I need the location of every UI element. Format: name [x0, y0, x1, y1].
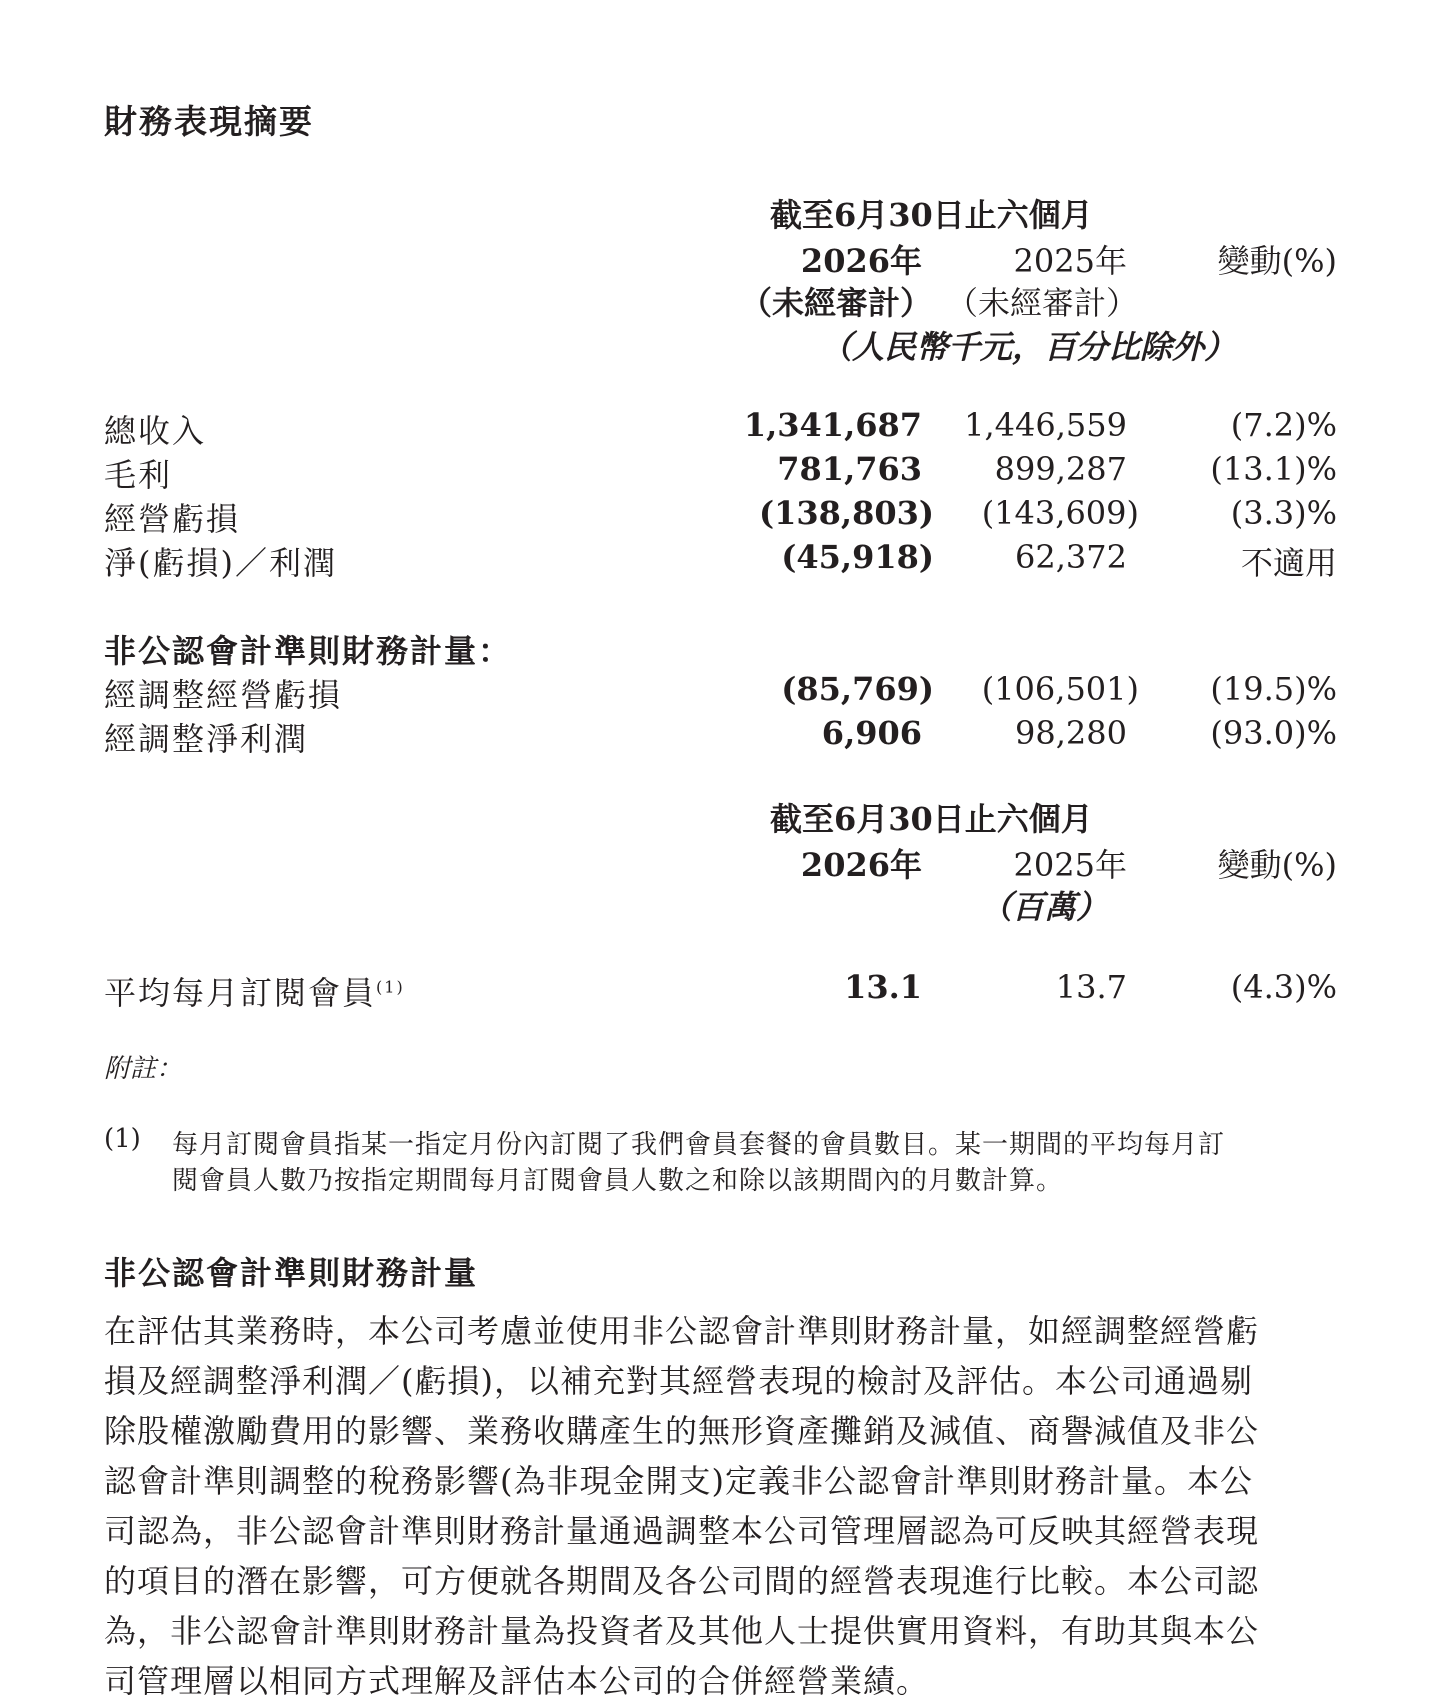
- col-header-2026: 2026年: [800, 242, 922, 280]
- paragraph-line: 司管理層以相同方式理解及評估本公司的合併經營業績。: [104, 1662, 930, 1700]
- value-2026: 13.1: [844, 968, 922, 1006]
- col-header-change: 變動(%): [1217, 242, 1337, 280]
- unit-label: （人民幣千元，百分比除外）: [820, 328, 1237, 366]
- paragraph-line: 認會計準則調整的稅務影響(為非現金開支)定義非公認會計準則財務計量。本公: [104, 1462, 1253, 1500]
- row-label-total-revenue: 總收入: [104, 412, 207, 450]
- row-label-operating-loss: 經營虧損: [104, 500, 241, 538]
- value-2026: (138,803): [758, 494, 934, 532]
- row-label-avg-monthly-subscribers: 平均每月訂閱會員$^{(1)}$: [104, 974, 405, 1012]
- value-change: (7.2)%: [1230, 406, 1337, 444]
- paragraph-line: 為，非公認會計準則財務計量為投資者及其他人士提供實用資料，有助其與本公: [104, 1612, 1260, 1650]
- row-label-net-loss-profit: 淨(虧損)／利潤: [104, 544, 337, 582]
- value-2025: 62,372: [1015, 538, 1127, 576]
- value-2025: 98,280: [1015, 714, 1127, 752]
- value-change: 不適用: [1240, 544, 1337, 582]
- value-2025: 899,287: [994, 450, 1127, 488]
- footnote-ref: (1): [376, 977, 405, 997]
- col-header-2026: 2026年: [800, 846, 922, 884]
- value-change: (13.1)%: [1210, 450, 1337, 488]
- col-header-change: 變動(%): [1217, 846, 1337, 884]
- audit-label-2025: （未經審計）: [946, 284, 1139, 322]
- note-marker: (1): [104, 1124, 141, 1154]
- paragraph-line: 的項目的潛在影響，可方便就各期間及各公司間的經營表現進行比較。本公司認: [104, 1562, 1260, 1600]
- paragraph-line: 在評估其業務時，本公司考慮並使用非公認會計準則財務計量，如經調整經營虧: [104, 1312, 1260, 1350]
- value-2026: 781,763: [777, 450, 922, 488]
- paragraph-line: 除股權激勵費用的影響、業務收購產生的無形資產攤銷及減值、商譽減值及非公: [104, 1412, 1260, 1450]
- page-title: 財務表現摘要: [104, 102, 314, 141]
- audit-label-2026: （未經審計）: [740, 284, 933, 322]
- col-header-2025: 2025年: [1013, 846, 1127, 884]
- row-label-gross-profit: 毛利: [104, 456, 173, 494]
- section-heading: 非公認會計準則財務計量: [104, 1254, 479, 1292]
- unit-label: （百萬）: [980, 888, 1109, 926]
- value-change: (93.0)%: [1210, 714, 1337, 752]
- value-2026: (85,769): [781, 670, 934, 708]
- col-header-2025: 2025年: [1013, 242, 1127, 280]
- period-header: 截至6月30日止六個月: [770, 800, 1093, 838]
- row-label-adjusted-operating-loss: 經調整經營虧損: [104, 676, 343, 714]
- paragraph-line: 司認為，非公認會計準則財務計量通過調整本公司管理層認為可反映其經營表現: [104, 1512, 1260, 1550]
- value-2025: (106,501): [981, 670, 1139, 708]
- value-change: (3.3)%: [1230, 494, 1337, 532]
- note-text-line: 每月訂閱會員指某一指定月份內訂閱了我們會員套餐的會員數目。某一期間的平均每月訂: [172, 1130, 1226, 1160]
- row-label-adjusted-net-profit: 經調整淨利潤: [104, 720, 309, 758]
- value-change: (19.5)%: [1210, 670, 1337, 708]
- note-text-line: 閱會員人數乃按指定期間每月訂閱會員人數之和除以該期間內的月數計算。: [172, 1166, 1064, 1196]
- value-2025: 13.7: [1055, 968, 1127, 1006]
- period-header: 截至6月30日止六個月: [770, 196, 1093, 234]
- value-2026: 6,906: [821, 714, 922, 752]
- value-2026: (45,918): [781, 538, 934, 576]
- value-2025: 1,446,559: [964, 406, 1127, 444]
- value-2026: 1,341,687: [743, 406, 922, 444]
- paragraph-line: 損及經調整淨利潤／(虧損)，以補充對其經營表現的檢討及評估。本公司通過剔: [104, 1362, 1253, 1400]
- value-2025: (143,609): [981, 494, 1139, 532]
- value-change: (4.3)%: [1230, 968, 1337, 1006]
- notes-heading: 附註：: [104, 1054, 183, 1084]
- non-gaap-heading: 非公認會計準則財務計量：: [104, 632, 513, 670]
